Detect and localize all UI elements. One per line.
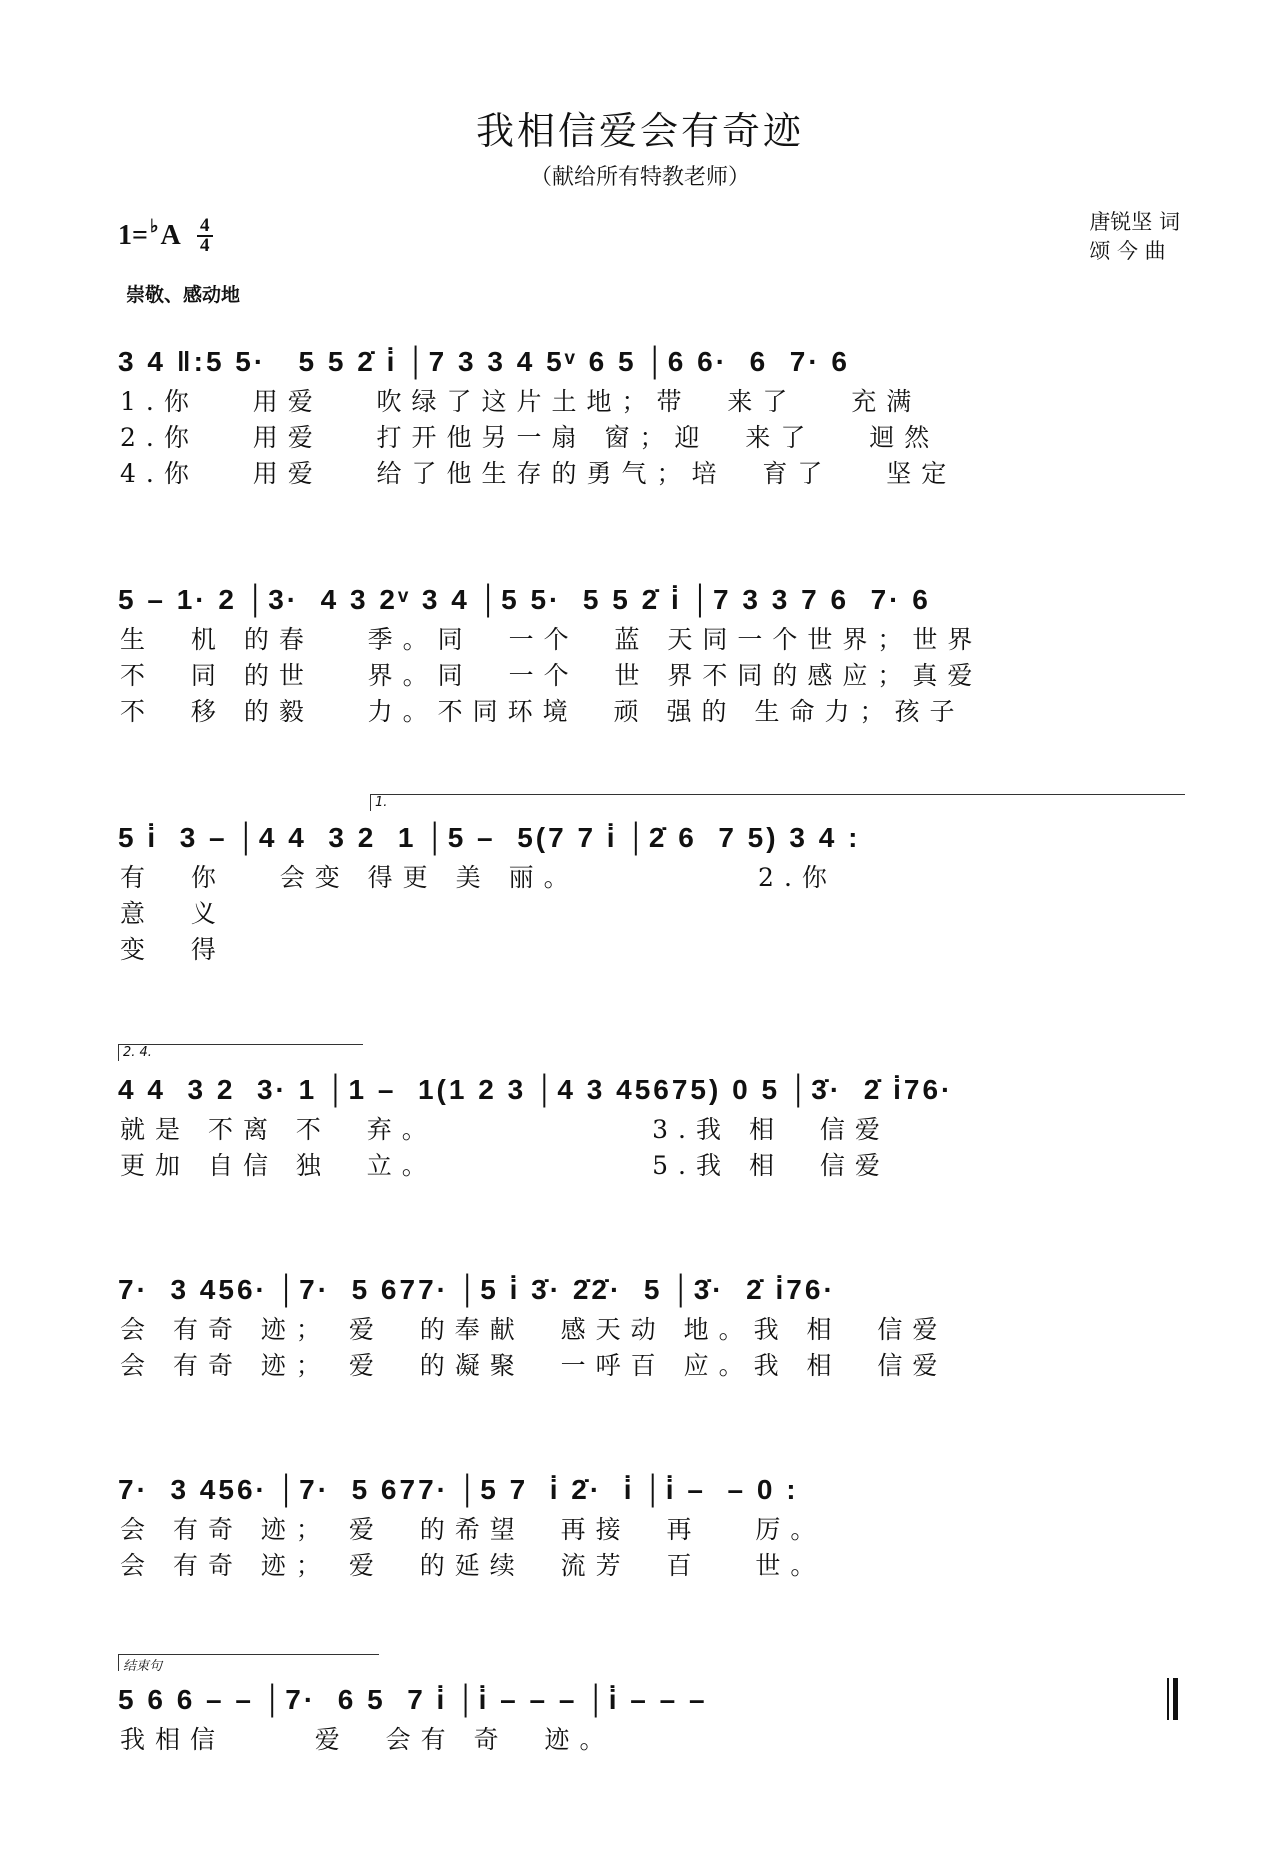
notation-line: 5 6 6 – – │7· 6 5 7 i̇ │i̇ – – – │i̇ – – – xyxy=(118,1684,708,1715)
lyric-line-1: 生 机 的春 季。同 一个 蓝 天同一个世界；世界 xyxy=(120,625,983,654)
key-prefix: 1= xyxy=(118,220,148,251)
music-system-2 xyxy=(118,578,1178,730)
time-signature xyxy=(197,215,213,256)
music-system-3 xyxy=(118,795,1178,968)
lyric-line-1: 我相信 爱 会有 奇 迹。 xyxy=(120,1725,615,1754)
time-sig-top: 4 xyxy=(199,215,210,236)
lyric-line-1: 就是 不离 不 弃。 3.我 相 信爱 xyxy=(120,1115,890,1144)
music-system-7 xyxy=(118,1659,1178,1758)
final-barline xyxy=(1167,1678,1178,1720)
lyric-line-3: 不 移 的毅 力。不同环境 顽 强的 生命力；孩子 xyxy=(120,697,965,726)
second-ending-bracket: 2. 4. xyxy=(118,1044,363,1061)
music-system-1 xyxy=(118,340,1178,492)
notation-line: 4 4 3 2 3· 1 │1 – 1(1 2 3 │4 3 45675) 0 5 │3̇· 2̇ i̇76· xyxy=(118,1074,954,1105)
first-ending-bracket: 1. xyxy=(370,794,1185,811)
lyric-line-2: 会 有奇 迹； 爱 的延续 流芳 百 世。 xyxy=(120,1551,826,1580)
notation-line: 5 i̇ 3 – │4 4 3 2 1 │5 – 5(7 7 i̇ │2̇ 6 7 5) 3 4 : xyxy=(118,822,861,853)
lyric-line-2: 2.你 用爱 打开他另一扇 窗；迎 来了 迴然 xyxy=(120,423,940,452)
music-system-5 xyxy=(118,1268,1178,1384)
notation-line: 7· 3 456· │7· 5 677· │5 7 i̇ 2̇· i̇ │i̇ – – 0 : xyxy=(118,1474,799,1505)
lyric-line-3: 变 得 xyxy=(120,935,226,964)
lyric-line-2: 会 有奇 迹； 爱 的凝聚 一呼百 应。我 相 信爱 xyxy=(120,1351,948,1380)
flat-symbol: ♭ xyxy=(149,215,159,236)
lyric-line-1: 1.你 用爱 吹绿了这片土地；带 来了 充满 xyxy=(120,387,922,416)
lyric-line-1: 会 有奇 迹； 爱 的奉献 感天动 地。我 相 信爱 xyxy=(120,1315,948,1344)
lyric-line-2: 意 义 xyxy=(120,899,226,928)
lyric-line-2: 不 同 的世 界。同 一个 世 界不同的感应；真爱 xyxy=(120,661,983,690)
music-system-6 xyxy=(118,1468,1178,1584)
composer-credit: 颂 今 曲 xyxy=(1089,239,1166,263)
lyric-line-1: 有 你 会变 得更 美 丽。 2.你 xyxy=(120,863,837,892)
notation-line: 7· 3 456· │7· 5 677· │5 i̇ 3̇· 2̇2̇· 5 │3̇· 2̇ i̇76· xyxy=(118,1274,836,1305)
key-signature xyxy=(118,215,213,256)
music-system-4 xyxy=(118,1045,1178,1184)
lyricist-credit: 唐锐坚 词 xyxy=(1089,210,1180,234)
song-subtitle: （献给所有特教老师） xyxy=(529,165,750,190)
lyric-line-1: 会 有奇 迹； 爱 的希望 再接 再 厉。 xyxy=(120,1515,826,1544)
song-title: 我相信爱会有奇迹 xyxy=(475,109,804,153)
key-note: A xyxy=(160,220,181,251)
lyric-line-2: 更加 自信 独 立。 5.我 相 信爱 xyxy=(120,1151,890,1180)
lyric-line-3: 4.你 用爱 给了他生存的勇气；培 育了 坚定 xyxy=(120,459,957,488)
notation-line: 5 – 1· 2 │3· 4 3 2ᵛ 3 4 │5 5· 5 5 2̇ i̇ │7 3 3 7 6 7· 6 xyxy=(118,584,931,615)
credits xyxy=(1089,208,1180,266)
notation-line: 3 4 ‖:5 5· 5 5 2̇ i̇ │7 3 3 4 5ᵛ 6 5 │6 6· 6 7· 6 xyxy=(118,346,850,377)
tempo-marking: 崇敬、感动地 xyxy=(126,284,241,306)
coda-bracket: 结束句 xyxy=(118,1654,379,1671)
time-sig-bottom: 4 xyxy=(199,235,210,256)
